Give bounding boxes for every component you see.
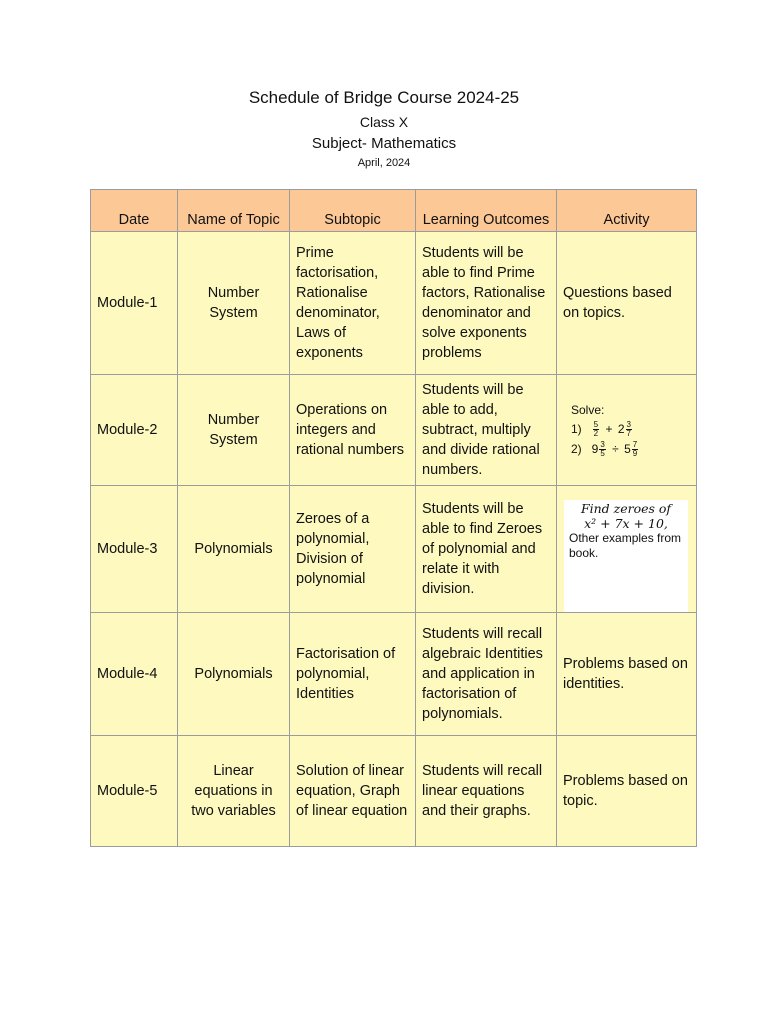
table-row [91,486,697,613]
solve-label: Solve: [571,403,605,417]
table-row [91,375,697,486]
cell-subtopic: Operations on integers and rational numbers [290,375,416,486]
denominator: 5 [600,449,605,459]
cell-date: Module-2 [91,375,178,486]
table-header-row [91,190,697,232]
whole-number: 2 [617,421,625,436]
header-activity: Activity [557,190,697,232]
numerator: 3 [626,420,631,430]
date-label: April, 2024 [357,157,411,169]
fraction [632,441,638,458]
question-number: 1) [571,422,582,436]
cell-topic: Number System [178,232,290,375]
cell-date: Module-3 [91,486,178,613]
cell-learning-outcomes: Students will be able to add, subtract, multiply and divide rational numbers. [416,375,557,486]
cell-activity: Problems based on identities. [557,613,697,736]
cell-topic: Polynomials [178,613,290,736]
cell-learning-outcomes: Students will be able to find Zeroes of polynomial and relate it with division. [416,486,557,613]
numerator: 3 [600,440,605,450]
fraction [626,421,632,438]
header-learning-outcomes: Learning Outcomes [416,190,557,232]
fraction [593,421,599,438]
activity-text-box [564,500,688,612]
cell-activity [557,375,697,486]
cell-date: Module-4 [91,613,178,736]
cell-learning-outcomes: Students will be able to find Prime factors, Rationalise denominator and solve exponents problems [416,232,557,375]
math-expression: x² + 7x + 10, [584,516,668,531]
cell-subtopic: Solution of linear equation, Graph of linear equation [290,736,416,847]
fraction [599,441,605,458]
schedule-table [90,189,697,847]
table-row [91,613,697,736]
cell-subtopic: Zeroes of a polynomial, Division of polynomial [290,486,416,613]
math-expression [592,420,633,438]
cell-date: Module-1 [91,232,178,375]
header-subtopic: Subtopic [290,190,416,232]
denominator: 2 [593,429,599,439]
math-instruction: Find zeroes of [580,501,672,516]
cell-learning-outcomes: Students will recall algebraic Identities and application in factorisation of polynomials. [416,613,557,736]
operator: + [605,421,613,436]
math-question-2 [571,439,690,459]
cell-topic: Polynomials [178,486,290,613]
subject-label: Subject- Mathematics [311,135,457,152]
cell-activity: Questions based on topics. [557,232,697,375]
cell-activity: Problems based on topic. [557,736,697,847]
denominator: 9 [632,449,638,459]
class-label: Class X [359,114,409,130]
whole-number: 9 [591,441,599,456]
cell-subtopic: Prime factorisation, Rationalise denominator, Laws of exponents [290,232,416,375]
math-question-1 [571,419,690,439]
activity-note: Other examples from book. [569,531,682,560]
operator: ÷ [612,441,619,456]
cell-topic: Number System [178,375,290,486]
question-number: 2) [571,442,582,456]
cell-subtopic: Factorisation of polynomial, Identities [290,613,416,736]
cell-topic: Linear equations in two variables [178,736,290,847]
numerator: 7 [632,440,638,450]
header-date: Date [91,190,178,232]
cell-learning-outcomes: Students will recall linear equations and their graphs. [416,736,557,847]
cell-activity [557,486,697,613]
whole-number: 5 [624,441,631,456]
header-topic: Name of Topic [178,190,290,232]
solve-activity [563,401,690,459]
math-expression [592,440,640,458]
numerator: 5 [593,420,599,430]
document-title: Schedule of Bridge Course 2024-25 [248,88,520,107]
table-row [91,736,697,847]
denominator: 7 [626,429,631,439]
table-row [91,232,697,375]
cell-date: Module-5 [91,736,178,847]
